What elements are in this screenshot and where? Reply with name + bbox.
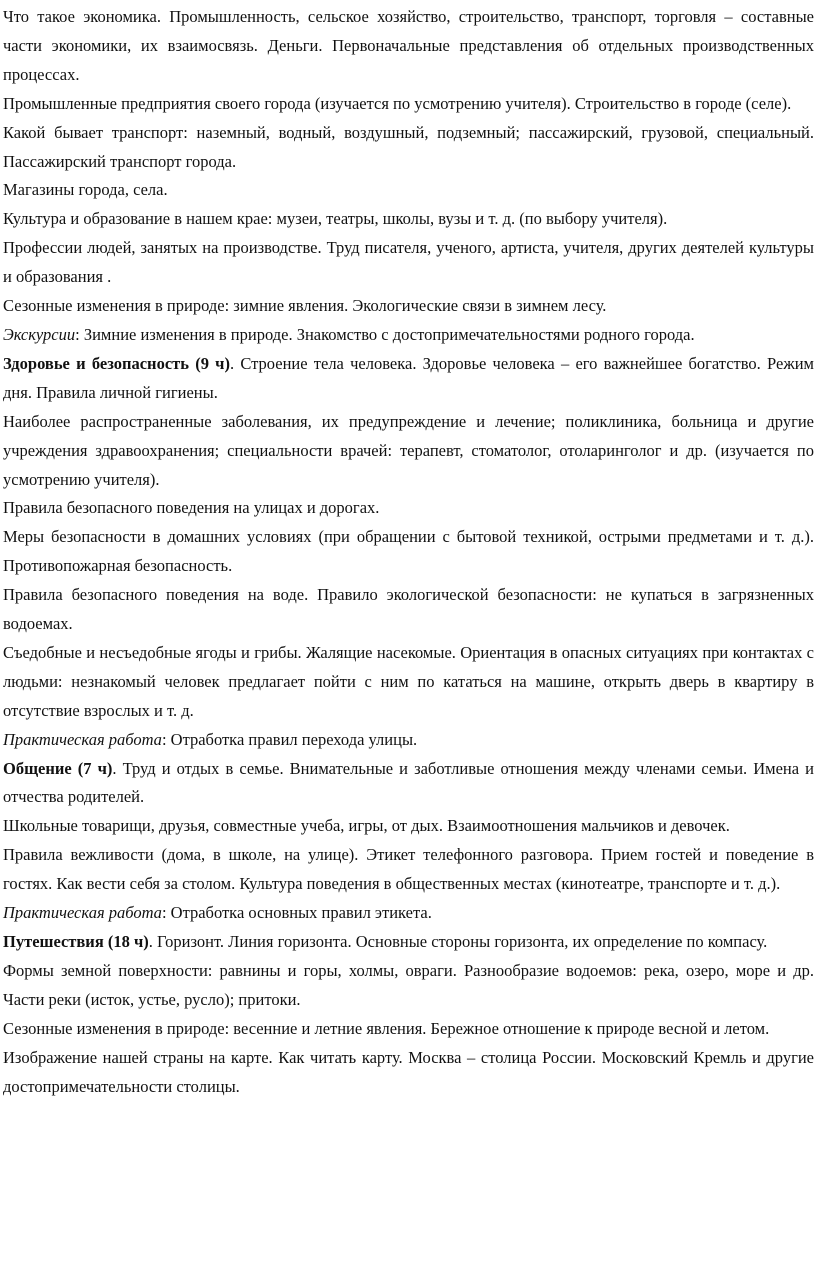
paragraph-text: Что такое экономика. Промышленность, сельское хозяйство, строительство, транспорт, торговля – составные части экономики, их взаимосвязь. Деньги. Первоначальные представления об отдельных производственных процессах. [3,7,814,84]
paragraph [3,176,814,205]
paragraph [3,581,814,639]
paragraph-text: . Труд и отдых в семье. Внимательные и заботливые отношения между членами семьи. Имена и отчества родителей. [3,758,814,807]
paragraph [3,639,814,726]
paragraph [3,755,814,813]
paragraph-text: : Отработка правил перехода улицы. [161,729,418,749]
paragraph [3,494,814,523]
paragraph-text: Школьные товарищи, друзья, совместные учеба, игры, от дых. Взаимоотношения мальчиков и девочек. [3,816,730,836]
paragraph [3,3,814,90]
section-heading: Общение (7 ч) [3,758,113,778]
paragraph [3,350,814,408]
paragraph-text: Изображение нашей страны на карте. Как читать карту. Москва – столица России. Московский Кремль и другие достопримечательности столицы. [3,1047,814,1096]
paragraph-text: Правила вежливости (дома, в школе, на улице). Этикет телефонного разговора. Прием гостей и поведение в гостях. Как вести себя за столом. Культура поведения в общественных местах (кинотеатре, транспорте и т. д.). [3,845,814,894]
paragraph-text: Меры безопасности в домашних условиях (при обращении с бытовой техникой, острыми предметами и т. д.). Противопожарная безопасность. [3,527,814,576]
section-heading: Путешествия (18 ч) [3,932,149,951]
paragraph-text: . Горизонт. Линия горизонта. Основные стороны горизонта, их определение по компасу. [148,932,768,951]
paragraph-text: Формы земной поверхности: равнины и горы, холмы, овраги. Разнообразие водоемов: река, озеро, море и др. Части реки (исток, устье, русло); притоки. [3,960,814,1009]
paragraph [3,812,814,841]
paragraph [3,90,814,119]
paragraph-text: Магазины города, села. [3,180,168,200]
paragraph [3,292,814,321]
paragraph-text: : Отработка основных правил этикета. [161,903,432,923]
paragraph [3,205,814,234]
italic-label: Практическая работа [3,903,162,923]
paragraph [3,841,814,899]
paragraph-text: . Строение тела человека. Здоровье человека – его важнейшее богатство. Режим дня. Правила личной гигиены. [3,353,814,402]
paragraph-text: Промышленные предприятия своего города (изучается по усмотрению учителя). Строительство в городе (селе). [3,93,792,113]
section-heading: Здоровье и безопасность (9 ч) [3,353,230,373]
paragraph-text: Какой бывает транспорт: наземный, водный, воздушный, подземный; пассажирский, грузовой, специальный. Пассажирский транспорт города. [3,122,814,171]
paragraph-text: Профессии людей, занятых на производстве. Труд писателя, ученого, артиста, учителя, других деятелей культуры и образования . [3,238,814,287]
paragraph-text: Наиболее распространенные заболевания, их предупреждение и лечение; поликлиника, больница и другие учреждения здравоохранения; специальности врачей: терапевт, стоматолог, отоларинголог и др. (изучается по усмотрению учителя). [3,411,814,489]
paragraph-text: Съедобные и несъедобные ягоды и грибы. Жалящие насекомые. Ориентация в опасных ситуациях при контактах с людьми: незнакомый человек предлагает пойти с ним по кататься на машине, открыть дверь в квартиру в отсутствие взрослых и т. д. [3,642,814,720]
paragraph-text: : Зимние изменения в природе. Знакомство с достопримечательностями родного города. [75,324,695,344]
paragraph [3,899,814,928]
italic-label: Экскурсии [3,324,76,344]
paragraph-text: Правила безопасного поведения на улицах и дорогах. [3,498,380,518]
paragraph-text: Правила безопасного поведения на воде. Правило экологической безопасности: не купаться в загрязненных водоемах. [3,585,814,634]
paragraph [3,408,814,495]
paragraph [3,957,814,1015]
paragraph [3,523,814,581]
paragraph-text: Сезонные изменения в природе: весенние и летние явления. Бережное отношение к природе весной и летом. [3,1018,770,1038]
paragraph [3,119,814,177]
italic-label: Практическая работа [3,729,162,749]
paragraph-text: Культура и образование в нашем крае: музеи, театры, школы, вузы и т. д. (по выбору учителя). [3,209,668,229]
paragraph [3,321,814,350]
paragraph [3,1044,814,1102]
paragraph [3,234,814,292]
paragraph-text: Сезонные изменения в природе: зимние явления. Экологические связи в зимнем лесу. [3,296,607,316]
paragraph [3,928,814,957]
paragraph [3,1015,814,1044]
paragraph [3,726,814,755]
